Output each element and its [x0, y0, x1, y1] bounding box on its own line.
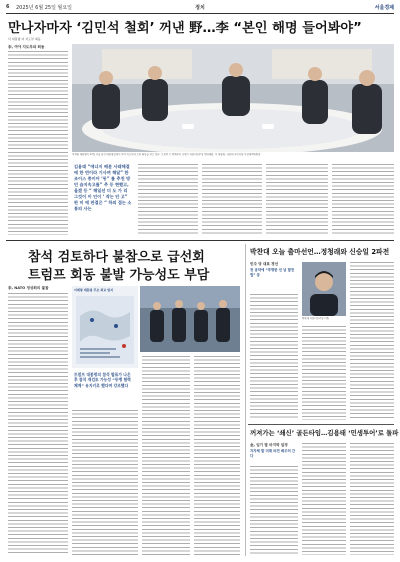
- nato-photo: [140, 286, 240, 352]
- kim-headline: 꺼져가는 ‘쇄신’ 골든타임…김용태 ‘민생투어’로 돌파: [250, 429, 399, 437]
- diplomacy-map-graphic: [72, 286, 138, 368]
- top-story-subhead: 李, 여야 지도부와 회동: [8, 45, 45, 49]
- park-headline: 박찬대 오늘 출마선언…정청래와 신승일 2파전: [250, 248, 390, 256]
- section-rule-1: [6, 240, 394, 241]
- issue-date: 2025년 6월 25일 월요일: [16, 5, 73, 11]
- page-header: [6, 4, 394, 13]
- page-number: 6: [6, 4, 10, 10]
- park-photo-caption: 박찬대 더불어민주당 의원: [302, 317, 329, 320]
- meeting-photo-illustration: [72, 44, 394, 152]
- park-body-col-1: [250, 294, 298, 420]
- kim-pull-quote: 지자체 발 미래 비전 배우러 간다: [250, 449, 296, 458]
- nato-pull-quote: 트럼프 대통령의 참석 발표가 나온 후 참석 재검토 가능성 “동맹 협력 체계” 유지키로 했다며 강조했다: [74, 372, 131, 388]
- nato-photo-illustration: [140, 286, 240, 352]
- top-story-photo: [72, 44, 394, 152]
- nato-body-col-3: [142, 356, 190, 555]
- section-name: 정치: [195, 5, 205, 11]
- nato-subhead: 李, NATO 정상회의 불참: [8, 286, 49, 290]
- world-map-icon: [72, 286, 138, 368]
- nato-headline-2: 트럼프 회동 불발 가능성도 부담: [28, 268, 210, 283]
- park-pull-quote: 첫 공약에 “투명한 선 넘 발전법” 등: [250, 268, 295, 277]
- park-body-col-2: [302, 326, 346, 420]
- top-story-body-col-2: [138, 164, 198, 236]
- top-story-pull-quote: 김용태 “에너지 배분 사태해결에 한 번이라 기사며 해달” 한 조이스 종이어 ‘동” 를 추천 방 민 습지속고를” 추 등 현했고, 울겠 등 “ 해일선 더 도 가 리 그것이 이 인이 ‘ 작는 안 고” 판 미 에 판결은 “ 하의 접는 소통의 사는: [74, 164, 132, 211]
- top-story-subhead-box: [8, 45, 68, 50]
- paper-name: 서울경제: [374, 5, 394, 11]
- top-story-body-col-1: [8, 51, 68, 235]
- map-caption: 이재명 대통령 주요 외교 일지: [74, 288, 113, 292]
- column-divider: [245, 244, 246, 556]
- nato-body-col-1: [8, 293, 68, 555]
- top-story-body-col-5: [332, 164, 394, 236]
- header-rule: [6, 13, 394, 14]
- kim-subhead: 金, 임기 말 마지막 일정: [250, 443, 288, 447]
- top-story-body-col-3: [202, 164, 262, 236]
- nato-headline-1: 참석 검토하다 불참으로 급선회: [28, 250, 205, 265]
- nato-body-col-2: [72, 410, 138, 555]
- section-rule-2: [248, 424, 394, 425]
- top-story-tag: 이 대통령·여 지도부 회동: [8, 37, 41, 41]
- park-portrait-photo: [302, 262, 346, 316]
- kim-body-col-1: [250, 466, 298, 555]
- top-story-headline: 만나자마자 ‘김민석 철회’ 꺼낸 野…李 “본인 해명 들어봐야”: [8, 21, 362, 36]
- kim-body-col-3: [350, 443, 394, 555]
- top-story-body-col-4: [266, 164, 328, 236]
- nato-body-col-4: [194, 356, 240, 555]
- park-body-col-3: [350, 262, 394, 420]
- park-subhead: 민주 당 대표 경선: [250, 262, 279, 266]
- top-story-photo-caption: 이재명 대통령이 22일 서울 용산 대통령실에서 여야 지도부와 오찬 회동을 하고 있다. 오른쪽 두 번째부터 김병기 더불어민주당 원내대표, 이 대통령, 김용태 국민의힘 비상대책위원장.: [72, 153, 262, 156]
- kim-body-col-2: [302, 443, 346, 555]
- portrait-illustration: [302, 262, 346, 316]
